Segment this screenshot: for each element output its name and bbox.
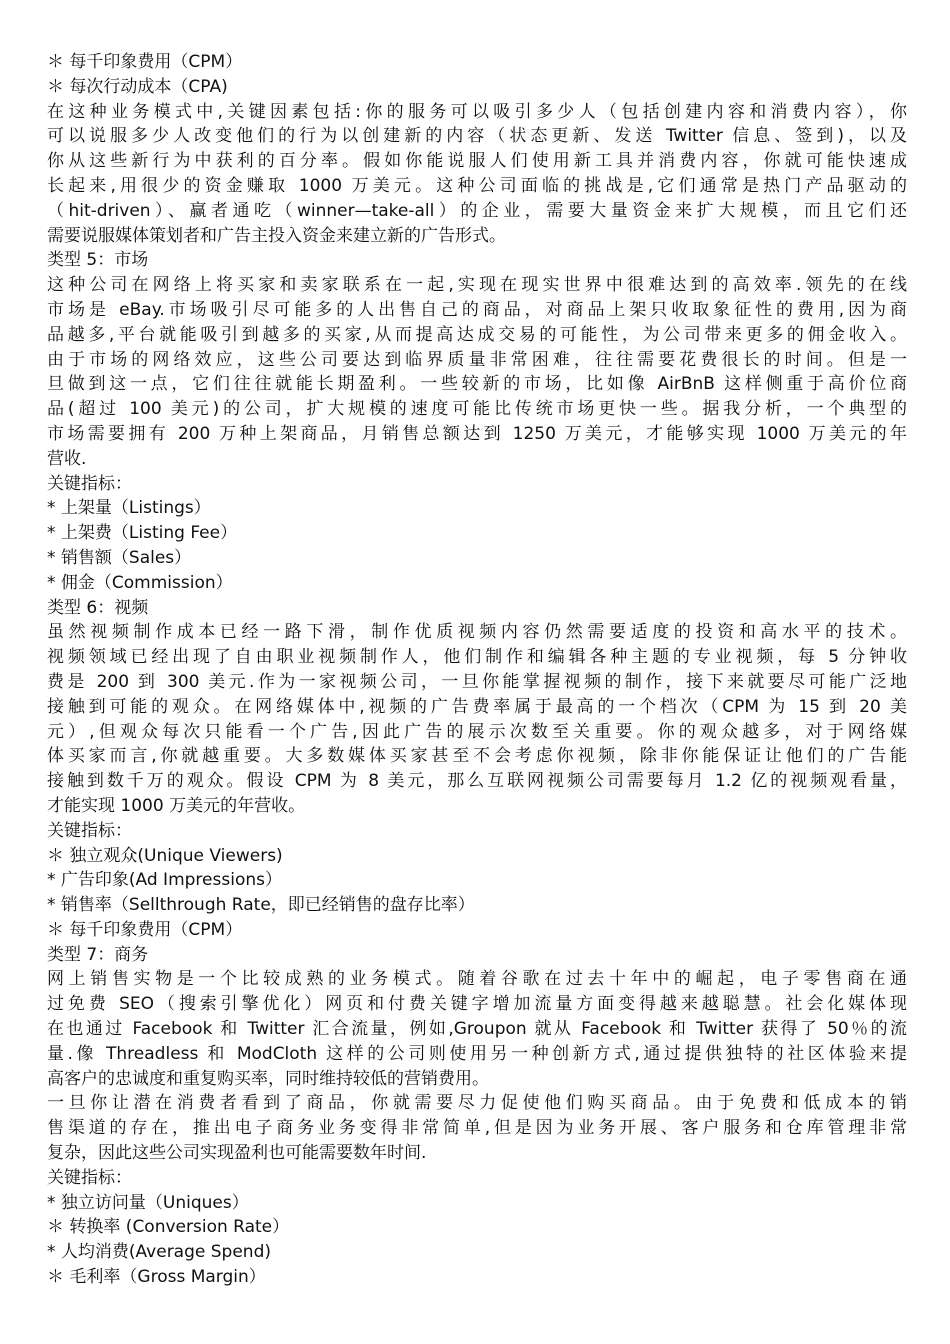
text-line: 类型 5：市场 [47, 250, 149, 271]
text-line: 品越多,平台就能吸引到越多的买家,从而提高达成交易的可能性，为公司带来更多的佣金收入。 [47, 324, 907, 345]
text-line: ＊ 每千印象费用（CPM） [47, 52, 243, 72]
text-line: 量.像 Threadless 和 ModCloth 这样的公司则使用另一种创新方式,通过提供独特的社区体验来提 [47, 1043, 907, 1064]
text-line: 才能实现 1000 万美元的年营收。 [47, 795, 306, 816]
text-line: 旦做到这一点，它们往往就能长期盈利。一些较新的市场，比如像 AirBnB 这样侧重于高价位商 [47, 374, 907, 395]
text-line: 体买家而言,你就越重要。大多数媒体买家甚至不会考虑你视频，除非你能保证让他们的广告能 [47, 746, 907, 767]
text-line: 这种公司在网络上将买家和卖家联系在一起,实现在现实世界中很难达到的高效率.领先的在线 [47, 275, 907, 296]
text-line: * 上架费（Listing Fee） [47, 523, 238, 544]
text-line: 接触到可能的观众。在网络媒体中,视频的广告费率属于最高的一个档次（CPM 为 15 到 20 美 [47, 696, 907, 717]
text-line: 由于市场的网络效应，这些公司要达到临界质量非常困难，往往需要花费很长的时间。但是一 [47, 349, 907, 370]
text-line: 虽然视频制作成本已经一路下滑，制作优质视频内容仍然需要适度的投资和高水平的技术。 [47, 622, 907, 643]
text-line: * 广告印象(Ad Impressions） [47, 870, 282, 891]
text-line: 长起来,用很少的资金赚取 1000 万美元。这种公司面临的挑战是,它们通常是热门产品驱动的 [47, 175, 907, 196]
text-line: * 人均消费(Average Spend) [47, 1242, 271, 1263]
text-line: 市场需要拥有 200 万种上架商品，月销售总额达到 1250 万美元，才能够实现 1000 万美元的年 [47, 423, 907, 444]
text-line: ＊ 转换率 (Conversion Rate） [47, 1217, 290, 1238]
text-line: 元）,但观众每次只能看一个广告,因此广告的展示次数至关重要。你的观众越多，对于网络媒 [47, 721, 907, 742]
text-line: 营收. [47, 448, 87, 469]
text-line: ＊ 毛利率（Gross Margin） [47, 1267, 266, 1288]
text-line: 在这种业务模式中,关键因素包括:你的服务可以吸引多少人（包括创建内容和消费内容），你 [47, 101, 907, 122]
text-line: * 销售率（Sellthrough Rate，即已经销售的盘存比率） [47, 895, 475, 916]
text-line: 市场是 eBay.市场吸引尽可能多的人出售自己的商品，对商品上架只收取象征性的费用,因为商 [47, 299, 907, 320]
text-line: 关键指标： [47, 1167, 132, 1188]
text-line: 复杂，因此这些公司实现盈利也可能需要数年时间. [47, 1143, 427, 1164]
text-line: 关键指标： [47, 473, 132, 494]
text-line: 网上销售实物是一个比较成熟的业务模式。随着谷歌在过去十年中的崛起，电子零售商在通 [47, 969, 907, 990]
text-line: ＊ 每次行动成本（CPA) [47, 76, 228, 97]
text-line: 高客户的忠诚度和重复购买率，同时维持较低的营销费用。 [47, 1068, 489, 1089]
text-line: 类型 7：商务 [47, 944, 149, 965]
text-line: 接触到数千万的观众。假设 CPM 为 8 美元，那么互联网视频公司需要每月 1.2 亿的视频观看量， [47, 771, 907, 792]
text-line: （hit-driven）、赢者通吃（winner—take-all）的企业，需要大量资金来扩大规模，而且它们还 [47, 200, 907, 221]
text-line: * 佣金（Commission） [47, 572, 233, 593]
text-line: ＊ 每千印象费用（CPM） [47, 919, 243, 940]
text-line: 你从这些新行为中获利的百分率。假如你能说服人们使用新工具并消费内容，你就可能快速成 [47, 151, 907, 172]
text-line: 可以说服多少人改变他们的行为以创建新的内容（状态更新、发送 Twitter 信息、签到)，以及 [47, 126, 907, 147]
text-line: 在也通过 Facebook 和 Twitter 汇合流量，例如,Groupon 就从 Facebook 和 Twitter 获得了 50％的流 [47, 1019, 907, 1040]
text-line: * 销售额（Sales） [47, 547, 192, 568]
text-line: 视频领域已经出现了自由职业视频制作人，他们制作和编辑各种主题的专业视频，每 5 分钟收 [47, 647, 907, 668]
text-line: 需要说服媒体策划者和广告主投入资金来建立新的广告形式。 [47, 225, 506, 246]
text-line: 类型 6：视频 [47, 597, 149, 618]
text-line: 品(超过 100 美元)的公司，扩大规模的速度可能比传统市场更快一些。据我分析，一个典型的 [47, 399, 907, 420]
text-line: * 上架量（Listings） [47, 498, 211, 519]
text-line: * 独立访问量（Uniques） [47, 1192, 249, 1213]
text-line: 一旦你让潜在消费者看到了商品，你就需要尽力促使他们购买商品。由于免费和低成本的销 [47, 1093, 907, 1114]
document-body [47, 50, 907, 1290]
text-line: 关键指标： [47, 820, 132, 841]
text-line: 售渠道的存在，推出电子商务业务变得非常简单,但是因为业务开展、客户服务和仓库管理非常 [47, 1118, 907, 1139]
text-line: ＊ 独立观众(Unique Viewers) [47, 845, 283, 866]
text-line: 费是 200 到 300 美元.作为一家视频公司，一旦你能掌握视频的制作，接下来就要尽可能广泛地 [47, 671, 907, 692]
text-line: 过免费 SEO（搜索引擎优化）网页和付费关键字增加流量方面变得越来越聪慧。社会化媒体现 [47, 994, 907, 1015]
